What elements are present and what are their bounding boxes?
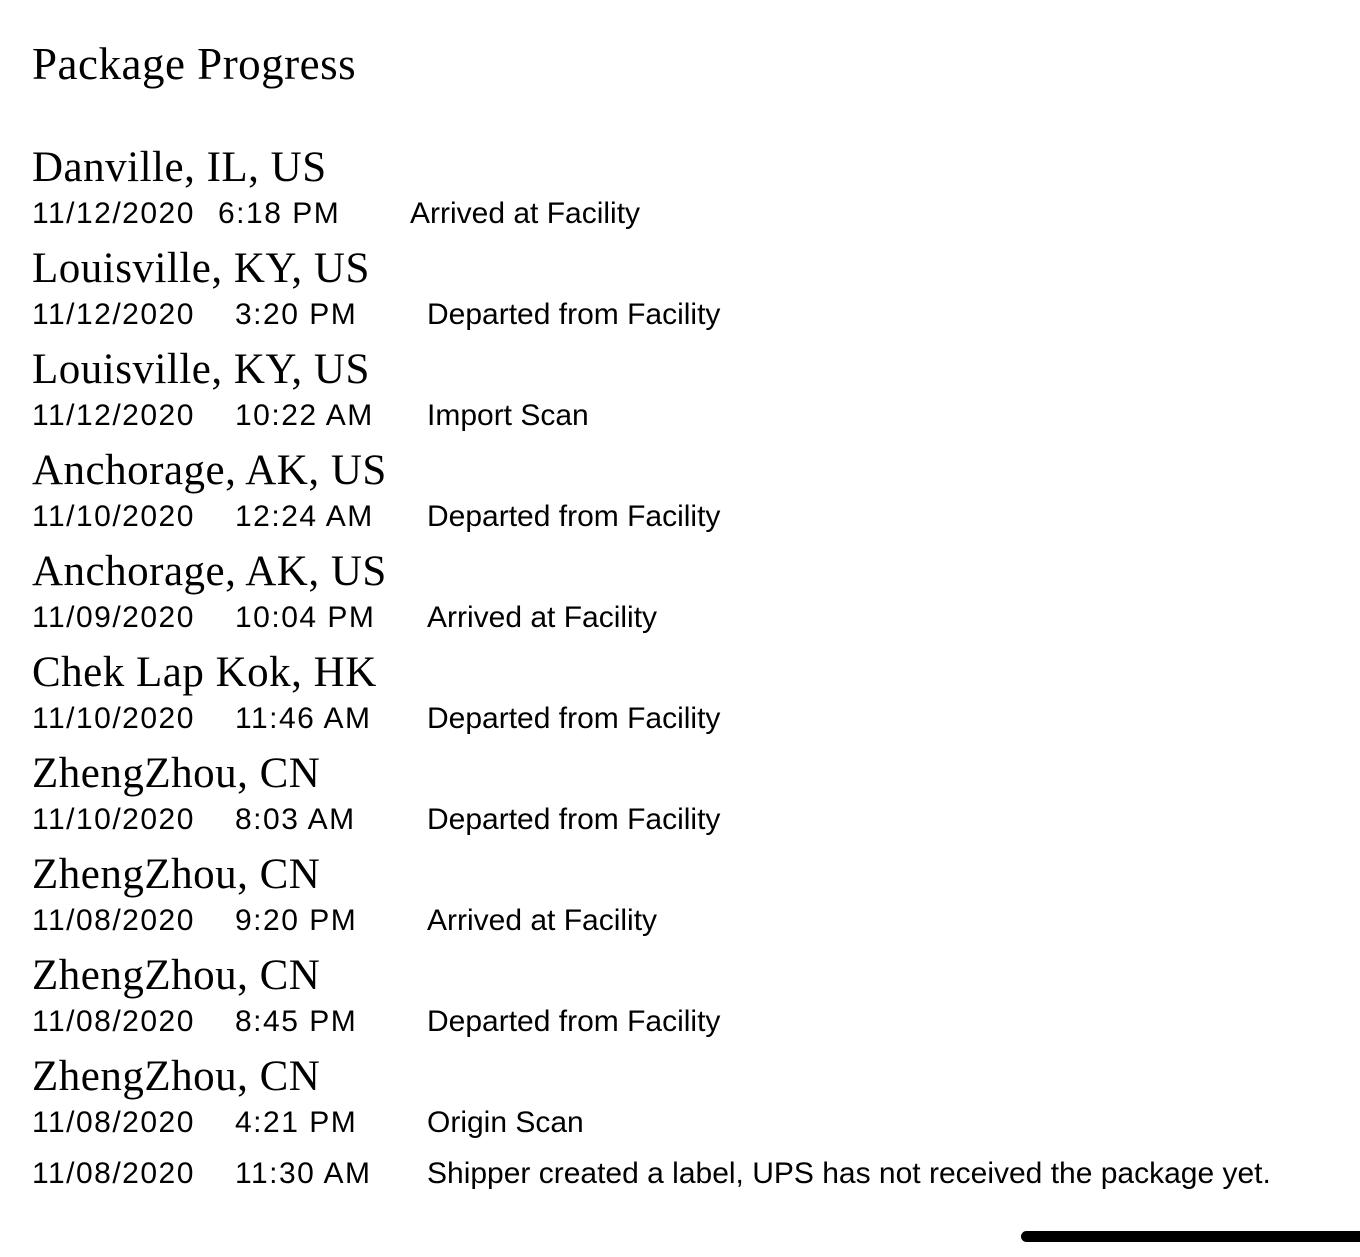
event-location: Anchorage, AK, US — [32, 548, 387, 595]
event-detail-row — [32, 803, 1360, 837]
event-activity: Arrived at Facility — [427, 601, 658, 634]
event-detail-row — [32, 1106, 1360, 1140]
event-activity: Departed from Facility — [427, 702, 721, 735]
events-list — [32, 145, 1360, 1191]
event-location: Danville, IL, US — [32, 144, 327, 191]
event-date: 11/12/2020 — [32, 298, 195, 331]
event-location: ZhengZhou, CN — [32, 851, 321, 898]
event-detail-row — [32, 904, 1360, 938]
event-activity: Departed from Facility — [427, 1005, 721, 1038]
event-activity: Departed from Facility — [427, 298, 721, 331]
event-time: 12:24 AM — [235, 500, 374, 533]
event-detail-row — [32, 298, 1360, 332]
event-date: 11/12/2020 — [32, 197, 195, 230]
event-detail-row — [32, 1005, 1360, 1039]
event-time: 6:18 PM — [218, 197, 341, 230]
tracking-event — [32, 549, 1360, 635]
event-time: 9:20 PM — [235, 904, 358, 937]
event-date: 11/10/2020 — [32, 702, 195, 735]
event-time: 3:20 PM — [235, 298, 358, 331]
event-date: 11/10/2020 — [32, 500, 195, 533]
tracking-event — [32, 751, 1360, 837]
event-date: 11/08/2020 — [32, 904, 195, 937]
tracking-event — [32, 448, 1360, 534]
event-time: 11:46 AM — [235, 702, 372, 735]
tracking-event — [32, 347, 1360, 433]
tracking-event — [32, 145, 1360, 231]
event-activity: Import Scan — [427, 399, 589, 432]
event-location: ZhengZhou, CN — [32, 750, 321, 797]
event-date: 11/09/2020 — [32, 601, 195, 634]
event-activity: Shipper created a label, UPS has not received the package yet. — [427, 1157, 1271, 1190]
tracking-event — [32, 1157, 1360, 1191]
event-date: 11/08/2020 — [32, 1106, 195, 1139]
event-time: 8:45 PM — [235, 1005, 358, 1038]
tracking-event — [32, 852, 1360, 938]
event-date: 11/08/2020 — [32, 1157, 195, 1190]
event-activity: Departed from Facility — [427, 803, 721, 836]
tracking-event — [32, 1054, 1360, 1140]
event-date: 11/12/2020 — [32, 399, 195, 432]
event-detail-row — [32, 197, 1360, 231]
tracking-event — [32, 953, 1360, 1039]
event-date: 11/10/2020 — [32, 803, 195, 836]
event-activity: Departed from Facility — [427, 500, 721, 533]
event-detail-row — [32, 1157, 1360, 1191]
event-date: 11/08/2020 — [32, 1005, 195, 1038]
event-location: ZhengZhou, CN — [32, 1053, 321, 1100]
event-activity: Arrived at Facility — [427, 904, 658, 937]
event-location: Chek Lap Kok, HK — [32, 649, 377, 696]
event-activity: Origin Scan — [427, 1106, 584, 1139]
event-detail-row — [32, 500, 1360, 534]
horizontal-scrollbar-thumb[interactable] — [1021, 1231, 1360, 1242]
event-time: 8:03 AM — [235, 803, 356, 836]
event-time: 10:22 AM — [235, 399, 374, 432]
event-location: Louisville, KY, US — [32, 245, 370, 292]
event-time: 4:21 PM — [235, 1106, 358, 1139]
event-location: Louisville, KY, US — [32, 346, 370, 393]
event-location: Anchorage, AK, US — [32, 447, 387, 494]
page-title: Package Progress — [32, 39, 357, 89]
event-detail-row — [32, 399, 1360, 433]
event-time: 10:04 PM — [235, 601, 376, 634]
tracking-event — [32, 246, 1360, 332]
event-activity: Arrived at Facility — [410, 197, 641, 230]
event-detail-row — [32, 601, 1360, 635]
event-detail-row — [32, 702, 1360, 736]
event-time: 11:30 AM — [235, 1157, 372, 1190]
tracking-event — [32, 650, 1360, 736]
event-location: ZhengZhou, CN — [32, 952, 321, 999]
